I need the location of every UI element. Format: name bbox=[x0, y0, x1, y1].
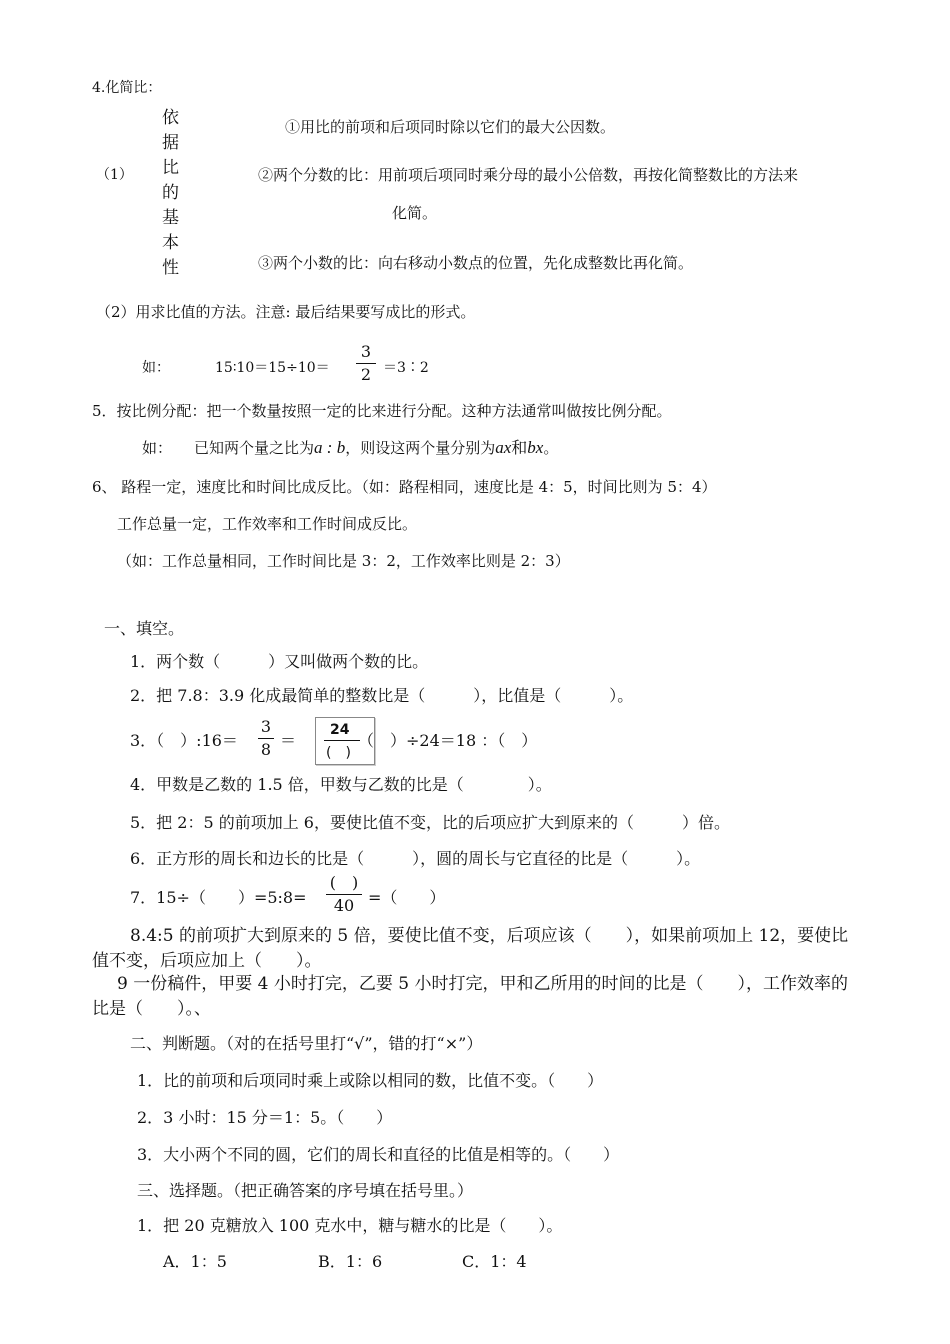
fraction-bar bbox=[326, 894, 362, 895]
fill-q7-numerator: ( ) bbox=[329, 873, 359, 892]
part-2: （2）用求比值的方法。注意: 最后结果要写成比的形式。 bbox=[96, 303, 476, 321]
basis-char: 基 bbox=[162, 208, 179, 228]
choice-option-a: A．1：5 bbox=[163, 1252, 227, 1271]
fill-q3-box-numerator: 24 bbox=[330, 722, 350, 738]
fill-q3-equals: ＝ bbox=[280, 731, 297, 750]
rule-1: ①用比的前项和后项同时除以它们的最大公因数。 bbox=[285, 118, 616, 136]
example-right: ＝3∶2 bbox=[383, 360, 429, 376]
fill-q3-numerator: 3 bbox=[260, 717, 272, 736]
fill-q4: 4．甲数是乙数的 1.5 倍，甲数与乙数的比是（ ）。 bbox=[130, 775, 552, 794]
fill-q7-part-b: =（ ） bbox=[368, 888, 446, 907]
and-word: 和 bbox=[511, 438, 528, 457]
choice-option-b: B．1：6 bbox=[318, 1252, 383, 1271]
section-4-title: 4.化简比： bbox=[92, 80, 162, 96]
fill-q3-box-denominator: ( ) bbox=[326, 745, 351, 761]
fill-q7-part-a: 7．15÷（ ）=5:8= bbox=[130, 888, 307, 907]
fill-q3-fraction bbox=[258, 717, 274, 760]
rule-2: ②两个分数的比：用前项后项同时乘分母的最小公倍数，再按化简整数比的方法来 bbox=[258, 166, 799, 184]
fill-q7-denominator: 40 bbox=[333, 896, 355, 915]
part-1-label: （1） bbox=[96, 167, 133, 183]
section-6-line-1: 6、 路程一定，速度比和时间比成反比。（如：路程相同，速度比是 4：5，时间比则为 5：4） bbox=[92, 478, 717, 496]
example-numerator: 3 bbox=[360, 342, 372, 361]
choice-q1: 1．把 20 克糖放入 100 克水中，糖与糖水的比是（ ）。 bbox=[137, 1216, 563, 1235]
basis-char: 比 bbox=[162, 158, 179, 178]
fill-q3-denominator: 8 bbox=[260, 740, 272, 759]
fill-q3-part-c: （ ）÷24＝18 ：（ ） bbox=[358, 731, 538, 750]
basis-char: 本 bbox=[162, 233, 179, 253]
sec5-example-text: 已知两个量之比为 bbox=[194, 439, 315, 457]
basis-char: 依 bbox=[162, 108, 179, 128]
fill-q7-fraction bbox=[326, 873, 362, 916]
example-label: 如： bbox=[142, 360, 170, 376]
sec5-end: 。 bbox=[543, 439, 559, 457]
fill-q3-part-a: 3．（ ）:16＝ bbox=[130, 731, 238, 750]
basis-char: 据 bbox=[162, 133, 179, 153]
fill-q6: 6．正方形的周长和边长的比是（ ），圆的周长与它直径的比是（ ）。 bbox=[130, 849, 701, 868]
fill-q1: 1．两个数（ ）又叫做两个数的比。 bbox=[130, 652, 429, 671]
sec5-example bbox=[142, 438, 558, 458]
expression-bx: bx bbox=[527, 438, 544, 457]
rule-3: ③两个小数的比：向右移动小数点的位置，先化成整数比再化简。 bbox=[258, 254, 694, 272]
section-6-line-3: （如：工作总量相同，工作时间比是 3：2，工作效率比则是 2：3） bbox=[117, 552, 570, 570]
section-5-title: 5．按比例分配：把一个数量按照一定的比来进行分配。这种方法通常叫做按比例分配。 bbox=[92, 402, 672, 420]
fraction-bar bbox=[258, 738, 274, 739]
fill-q2: 2．把 7.8：3.9 化成最简单的整数比是（ ），比值是（ ）。 bbox=[130, 686, 634, 705]
rule-2-continued: 化简。 bbox=[392, 204, 438, 222]
judge-q1: 1．比的前项和后项同时乘上或除以相同的数，比值不变。（ ） bbox=[137, 1071, 604, 1090]
fill-q8: 8.4:5 的前项扩大到原来的 5 倍，要使比值不变，后项应该（ ），如果前项加上 12，要使比值不变，后项应加上（ ）。 bbox=[92, 926, 849, 971]
judge-q3: 3．大小两个不同的圆，它们的周长和直径的比值是相等的。（ ） bbox=[137, 1145, 620, 1164]
fill-q5: 5．把 2：5 的前项加上 6，要使比值不变，比的后项应扩大到原来的（ ）倍。 bbox=[130, 813, 730, 832]
ratio-expression: a : b bbox=[314, 438, 346, 457]
judge-title: 二、判断题。（对的在括号里打“√”，错的打“×”） bbox=[130, 1034, 483, 1053]
example-denominator: 2 bbox=[360, 365, 372, 384]
choice-option-c: C．1：4 bbox=[462, 1252, 527, 1271]
expression-ax: ax bbox=[495, 438, 512, 457]
fraction-bar bbox=[356, 363, 376, 364]
fill-q9: 9 一份稿件，甲要 4 小时打完，乙要 5 小时打完，甲和乙所用的时间的比是（ ），工作效率的比是（ ）。、 bbox=[92, 974, 848, 1019]
fill-title: 一、填空。 bbox=[104, 619, 185, 638]
basis-char: 的 bbox=[162, 183, 179, 203]
sec5-example-text-2: ，则设这两个量分别为 bbox=[345, 439, 496, 457]
judge-q2: 2．3 小时：15 分＝1：5。（ ） bbox=[137, 1108, 393, 1127]
section-6-line-2: 工作总量一定，工作效率和工作时间成反比。 bbox=[117, 515, 418, 533]
fraction-bar bbox=[324, 740, 360, 741]
example-left: 15∶10＝15÷10＝ bbox=[215, 360, 330, 376]
basis-char: 性 bbox=[162, 258, 179, 278]
sec5-example-label: 如： bbox=[142, 439, 173, 457]
example-fraction bbox=[356, 342, 376, 385]
choice-title: 三、选择题。（把正确答案的序号填在括号里。） bbox=[137, 1181, 474, 1200]
